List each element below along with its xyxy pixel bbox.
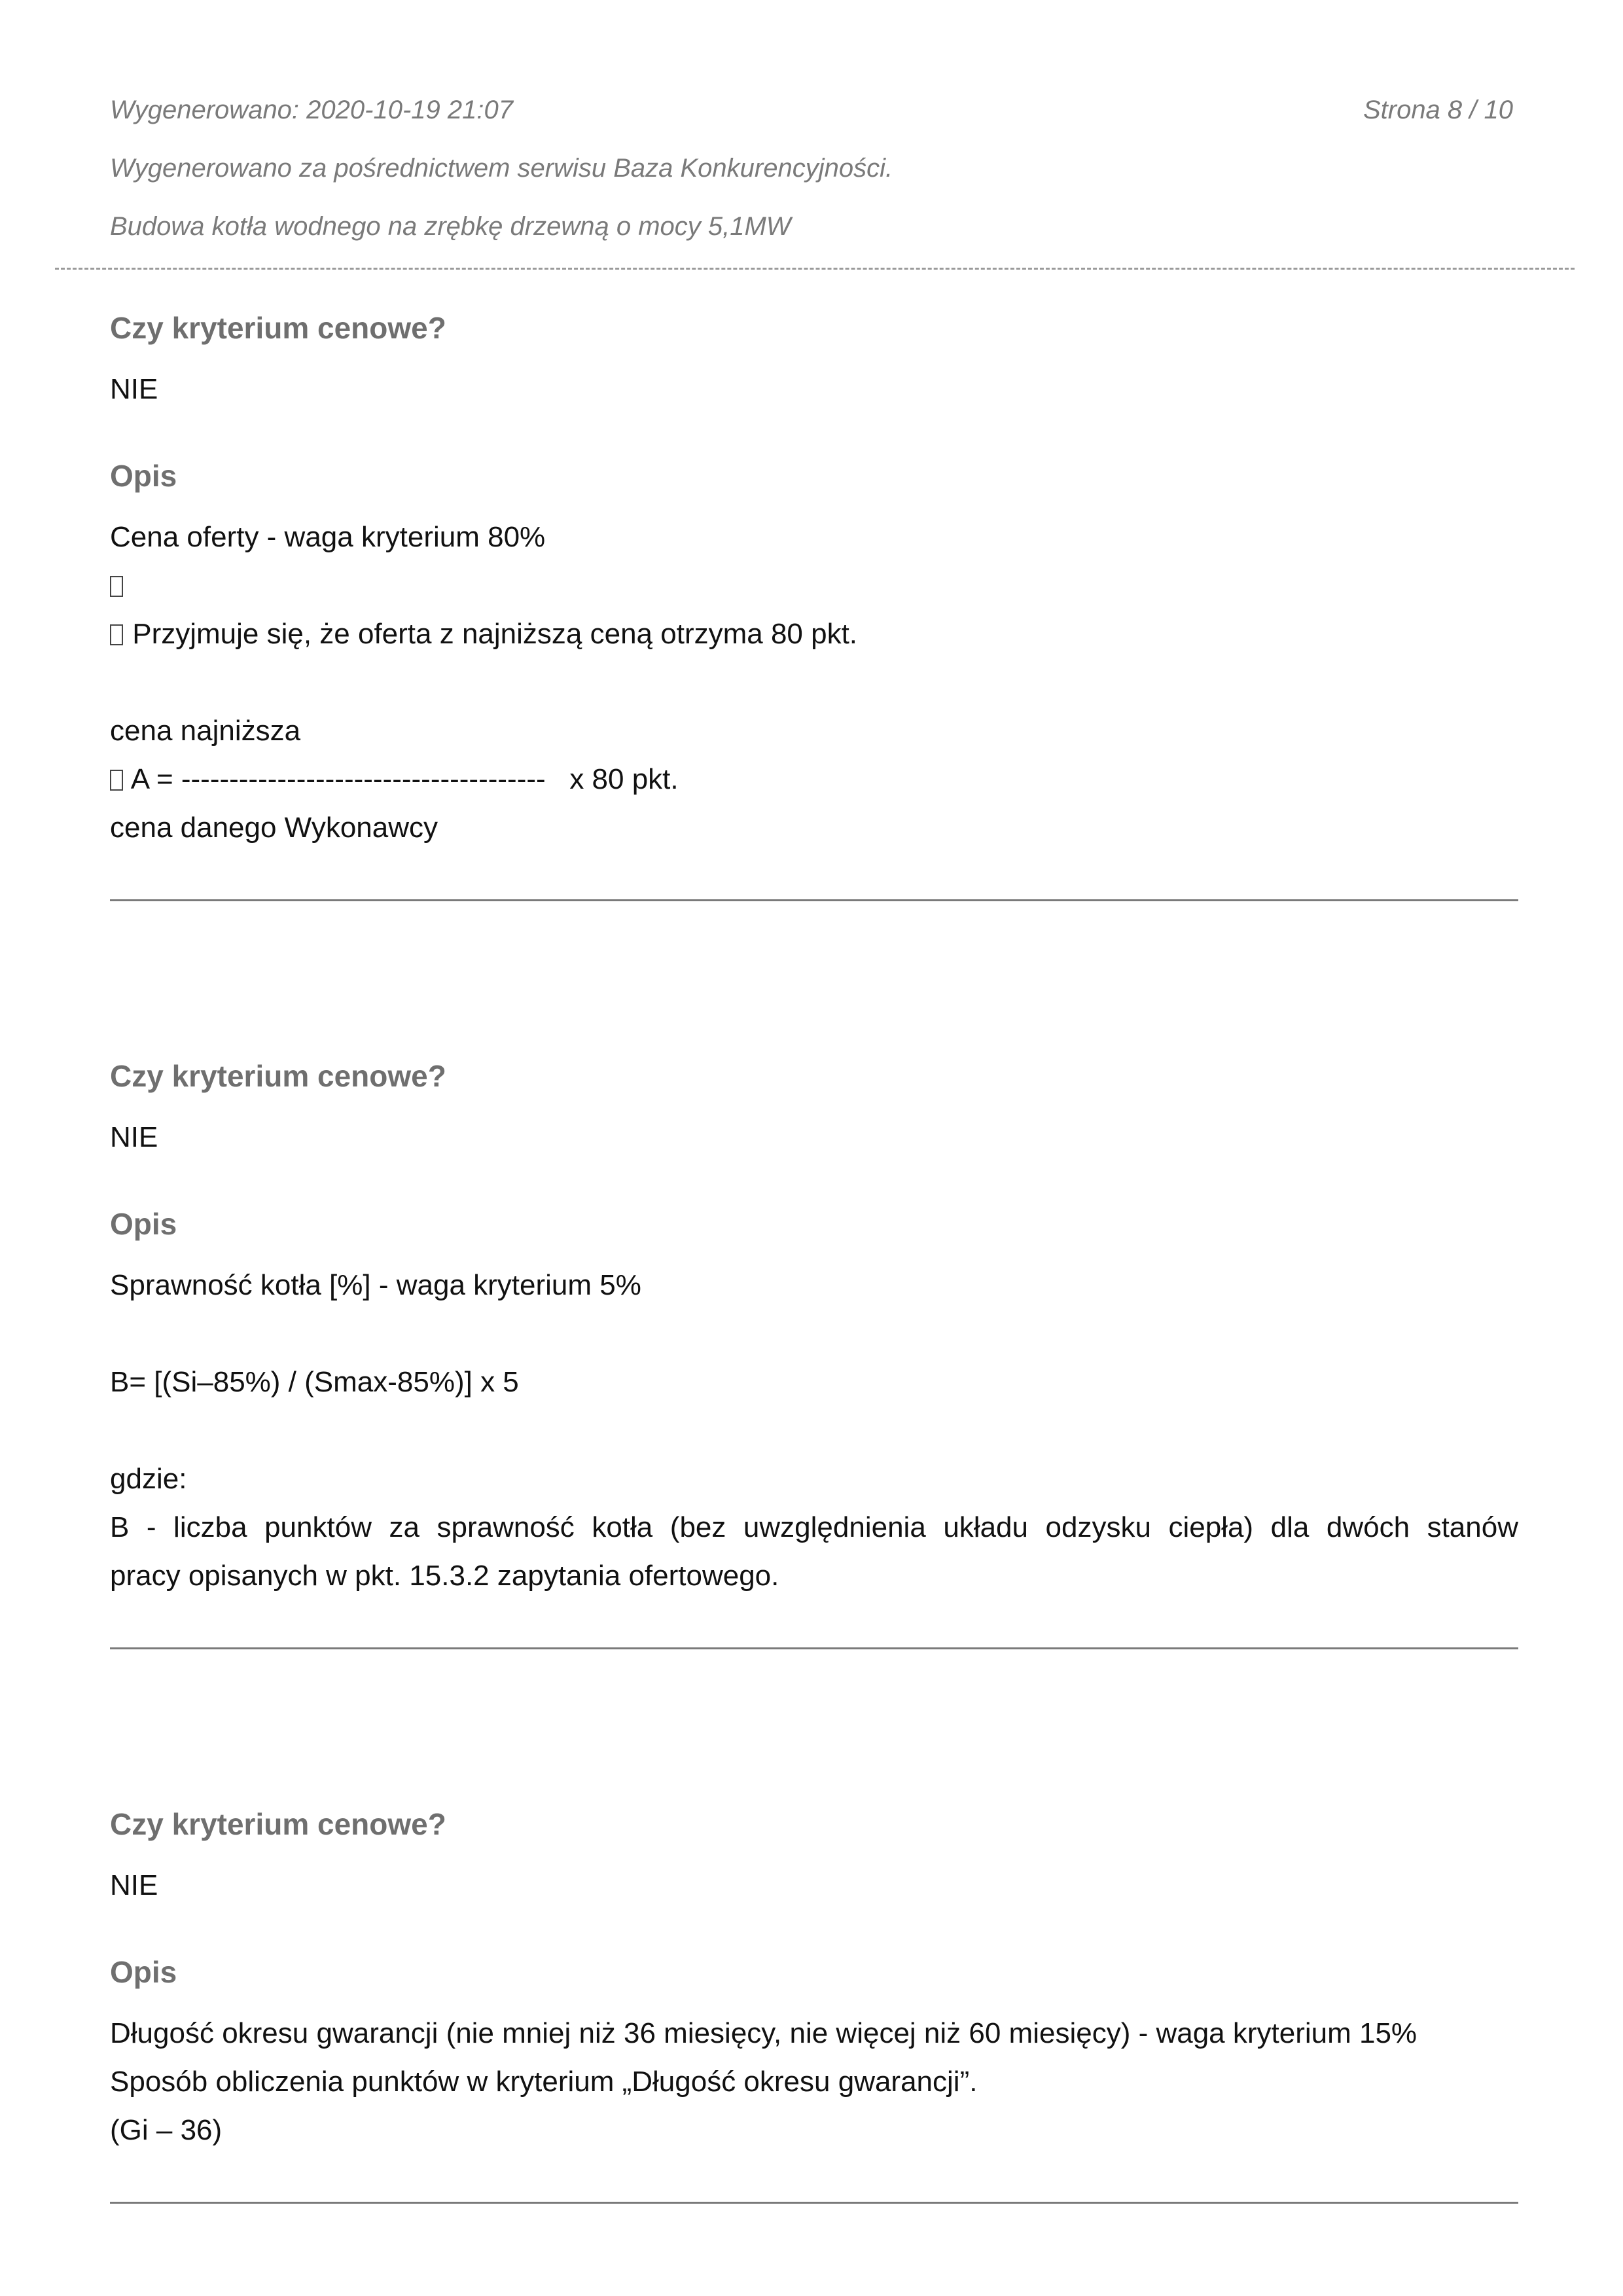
description-line: cena danego Wykonawcy	[110, 812, 438, 844]
description-line: A = -------------------------------------- x 80 pkt.	[110, 755, 1518, 804]
document-title: Budowa kotła wodnego na zrębkę drzewną o mocy 5,1MW	[110, 212, 791, 241]
description-line: Długość okresu gwarancji (nie mniej niż 36 miesięcy, nie więcej niż 60 miesięcy) - waga kryterium 15%	[110, 2017, 1418, 2049]
description-line: B= [(Si–85%) / (Smax-85%)] x 5	[110, 1366, 519, 1398]
criterion-description	[110, 2009, 1518, 2155]
description-line	[110, 1407, 1518, 1455]
description-label: Opis	[110, 459, 177, 493]
missing-glyph-icon	[110, 624, 123, 645]
price-criterion-label: Czy kryterium cenowe?	[110, 1059, 446, 1093]
description-line	[110, 562, 1518, 610]
description-line	[110, 658, 1518, 707]
header-divider	[55, 268, 1575, 270]
description-line: (Gi – 36)	[110, 2114, 223, 2146]
price-criterion-value: NIE	[110, 1869, 158, 1901]
description-line: pracy opisanych w pkt. 15.3.2 zapytania ofertowego.	[110, 1560, 779, 1592]
missing-glyph-icon	[110, 576, 123, 597]
criterion-section	[110, 1804, 1518, 2204]
description-line: B - liczba punktów za sprawność kotła (bez uwzględnienia układu odzysku ciepła) dla dwóch stanów	[110, 1511, 1518, 1543]
section-divider	[110, 899, 1518, 901]
service-note: Wygenerowano za pośrednictwem serwisu Baza Konkurencyjności.	[110, 154, 893, 183]
page-number: Strona 8 / 10	[1363, 96, 1513, 124]
description-line: Przyjmuje się, że oferta z najniższą ceną otrzyma 80 pkt.	[110, 610, 1518, 658]
price-criterion-label: Czy kryterium cenowe?	[110, 311, 446, 345]
description-line: Cena oferty - waga kryterium 80%	[110, 521, 546, 553]
criterion-description	[110, 1261, 1518, 1600]
generated-timestamp: Wygenerowano: 2020-10-19 21:07	[110, 96, 513, 124]
page-header	[0, 0, 1623, 275]
description-line: Sprawność kotła [%] - waga kryterium 5%	[110, 1269, 641, 1301]
description-line: gdzie:	[110, 1463, 187, 1495]
description-line: cena najniższa	[110, 715, 301, 747]
description-line: Sposób obliczenia punktów w kryterium „Długość okresu gwarancji”.	[110, 2066, 978, 2098]
price-criterion-value: NIE	[110, 1121, 158, 1153]
criterion-section	[110, 1056, 1518, 1649]
description-label: Opis	[110, 1207, 177, 1241]
criterion-description	[110, 513, 1518, 852]
criterion-section	[110, 308, 1518, 901]
price-criterion-label: Czy kryterium cenowe?	[110, 1807, 446, 1841]
price-criterion-value: NIE	[110, 373, 158, 405]
section-divider	[110, 1647, 1518, 1649]
description-line	[110, 1310, 1518, 1358]
missing-glyph-icon	[110, 770, 123, 791]
section-divider	[110, 2202, 1518, 2204]
description-label: Opis	[110, 1955, 177, 1989]
criteria-list	[110, 308, 1518, 2204]
